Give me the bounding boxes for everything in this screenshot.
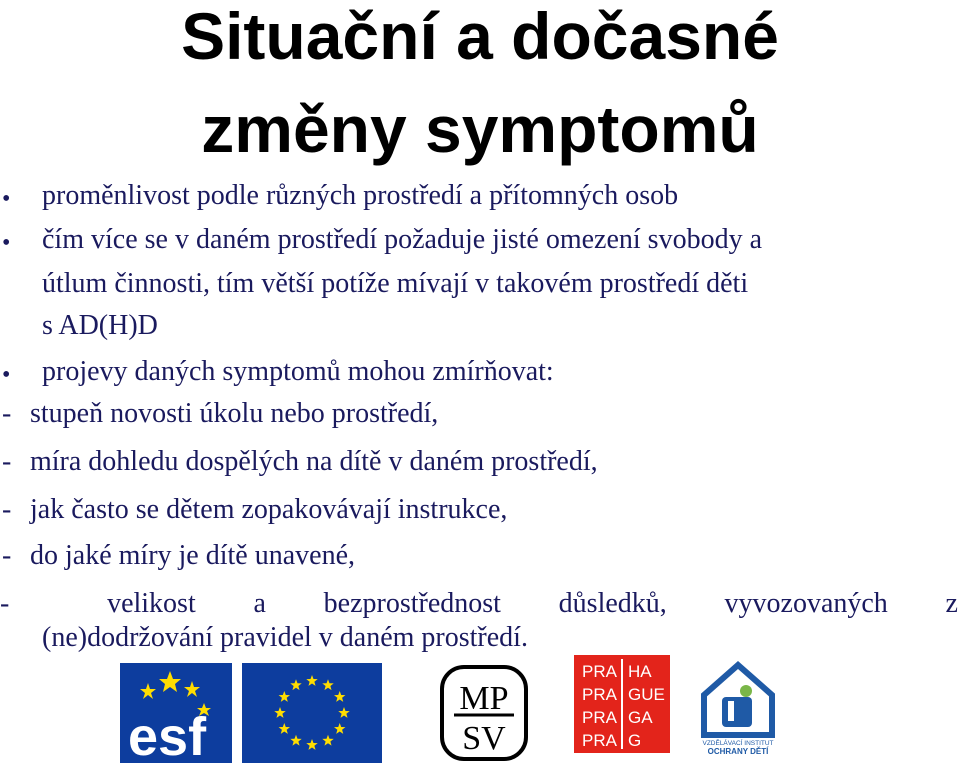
praha-text: G	[628, 731, 642, 750]
mpsv-top-text: MP	[459, 680, 509, 717]
word: vyvozovaných	[724, 588, 888, 619]
praha-text: HA	[628, 662, 652, 681]
bullet-text: proměnlivost podle různých prostředí a přítomných osob	[42, 180, 679, 211]
word: velikost	[107, 588, 196, 619]
dash-marker: -	[2, 494, 12, 525]
bullet-text-continuation: s AD(H)D	[42, 310, 158, 341]
page-title-line-1: Situační a dočasné	[181, 0, 779, 73]
dash-item: jak často se dětem zopakovávají instrukce,	[30, 494, 508, 525]
bullet-text: projevy daných symptomů mohou zmírňovat:	[42, 356, 554, 387]
praha-text: GUE	[628, 685, 665, 704]
dash-marker: -	[2, 446, 12, 477]
word: bezprostřednost	[323, 588, 501, 619]
word: důsledků,	[558, 588, 667, 619]
logo-strip	[0, 655, 960, 763]
dash-item: stupeň novosti úkolu nebo prostředí,	[30, 398, 439, 429]
institute-text-line-1: VZDĚLÁVACÍ INSTITUT	[702, 740, 774, 747]
institute-text-line-2: OCHRANY DĚTÍ	[707, 747, 769, 756]
bullet-marker: •	[2, 186, 11, 212]
dash-item-justified	[0, 588, 958, 620]
esf-logo	[120, 663, 232, 763]
institute-logo	[700, 661, 776, 757]
praha-text: GA	[628, 708, 653, 727]
dash-item: míra dohledu dospělých na dítě v daném prostředí,	[30, 446, 598, 477]
page-title-line-2: změny symptomů	[201, 92, 759, 166]
dash-marker: -	[2, 398, 12, 429]
praha-text: PRA	[582, 708, 617, 727]
bullet-marker: •	[2, 362, 11, 388]
esf-wordmark: esf	[128, 707, 207, 763]
mpsv-logo	[440, 665, 528, 761]
dash-marker: -	[0, 588, 10, 619]
dash-item: do jaké míry je dítě unavené,	[30, 540, 355, 571]
word: z	[945, 588, 958, 619]
dash-item-continuation: (ne)dodržování pravidel v daném prostředí.	[42, 622, 528, 653]
praha-logo	[574, 655, 670, 753]
dash-marker: -	[2, 540, 12, 571]
praha-text: PRA	[582, 731, 617, 750]
bullet-text: čím více se v daném prostředí požaduje jisté omezení svobody a	[42, 224, 763, 255]
praha-text: PRA	[582, 685, 617, 704]
mpsv-bottom-text: SV	[462, 720, 506, 757]
bullet-marker: •	[2, 230, 11, 256]
word: a	[253, 588, 266, 619]
eu-flag-logo	[242, 663, 382, 763]
bullet-text-continuation: útlum činnosti, tím větší potíže mívají v takovém prostředí děti	[42, 268, 749, 299]
praha-text: PRA	[582, 662, 617, 681]
